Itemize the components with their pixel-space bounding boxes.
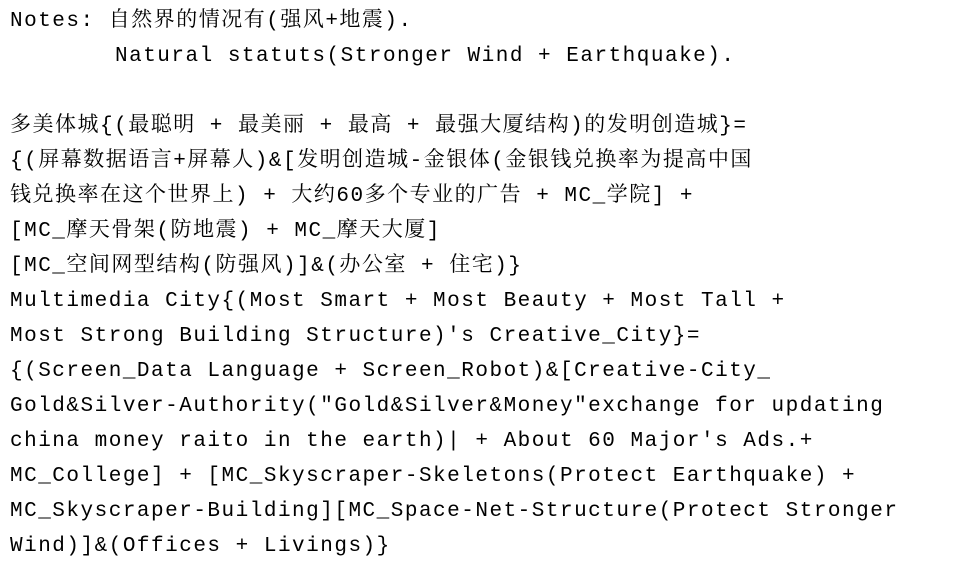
- english-line-6: MC_College] + [MC_Skyscraper-Skeletons(Protect Earthquake) +: [10, 465, 857, 488]
- chinese-line-5: [MC_空间网型结构(防强风)]&(办公室 + 住宅)}: [10, 255, 523, 278]
- english-line-7: MC_Skyscraper-Building][MC_Space-Net-Structure(Protect Stronger: [10, 500, 899, 523]
- document-text: [10, 4, 965, 564]
- chinese-line-1: 多美体城{(最聪明 + 最美丽 + 最高 + 最强大厦结构)的发明创造城}=: [10, 115, 748, 138]
- notes-line-1: Notes: 自然界的情况有(强风+地震).: [10, 10, 413, 33]
- english-line-2: Most Strong Building Structure)'s Creative_City}=: [10, 325, 702, 348]
- blank-line: [10, 74, 965, 109]
- english-line-8: Wind)]&(Offices + Livings)}: [10, 535, 391, 558]
- english-line-4: Gold&Silver-Authority("Gold&Silver&Money"exchange for updating: [10, 395, 885, 418]
- notes-line-2: Natural statuts(Stronger Wind + Earthquake).: [115, 45, 736, 68]
- english-line-5: china money raito in the earth)| + About 60 Major's Ads.+: [10, 430, 814, 453]
- chinese-line-4: [MC_摩天骨架(防地震) + MC_摩天大厦]: [10, 220, 441, 243]
- english-line-1: Multimedia City{(Most Smart + Most Beauty + Most Tall +: [10, 290, 786, 313]
- english-line-3: {(Screen_Data Language + Screen_Robot)&[Creative-City_: [10, 360, 772, 383]
- chinese-line-2: {(屏幕数据语言+屏幕人)&[发明创造城-金银体(金银钱兑换率为提高中国: [10, 150, 753, 173]
- chinese-line-3: 钱兑换率在这个世界上) + 大约60多个专业的广告 + MC_学院] +: [10, 185, 695, 208]
